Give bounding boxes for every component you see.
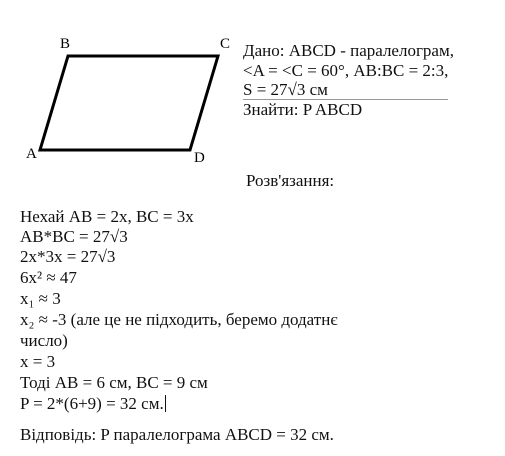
solution-line-3: 2x*3x = 27√3 [20,247,116,266]
solution-line-10 [20,394,166,414]
solution-line-6: x₂ ≈ -3 (але це не підходить, беремо додатнє [20,310,338,329]
vertex-label-a: A [26,146,37,162]
solution-heading: Розв'язання: [246,171,335,190]
solution-line-2: AB*BC = 27√3 [20,227,128,246]
solution-line-5: x₁ ≈ 3 [20,289,61,308]
solution-line-7: число) [20,331,68,350]
vertex-label-c: C [220,36,231,52]
given-line-1: Дано: ABCD - паралелограм, [243,41,454,60]
solution-line-10-text: P = 2*(6+9) = 32 см. [20,394,164,413]
answer-line: Відповідь: P паралелограма ABCD = 32 см. [20,425,334,444]
parallelogram-figure [0,0,240,170]
find-line: Знайти: P ABCD [243,100,363,119]
vertex-label-b: B [60,36,71,52]
solution-line-9: Тоді AB = 6 см, BC = 9 см [20,373,208,392]
parallelogram-shape [40,56,218,150]
solution-line-1: Нехай AB = 2x, BC = 3x [20,207,194,226]
given-line-3: S = 27√3 см [243,80,328,99]
solution-line-8: x = 3 [20,352,56,371]
solution-line-4: 6x² ≈ 47 [20,268,77,287]
given-line-2: <A = <С = 60°, AB:BC = 2:3, [243,61,449,80]
text-cursor [165,395,166,412]
vertex-label-d: D [194,150,205,166]
